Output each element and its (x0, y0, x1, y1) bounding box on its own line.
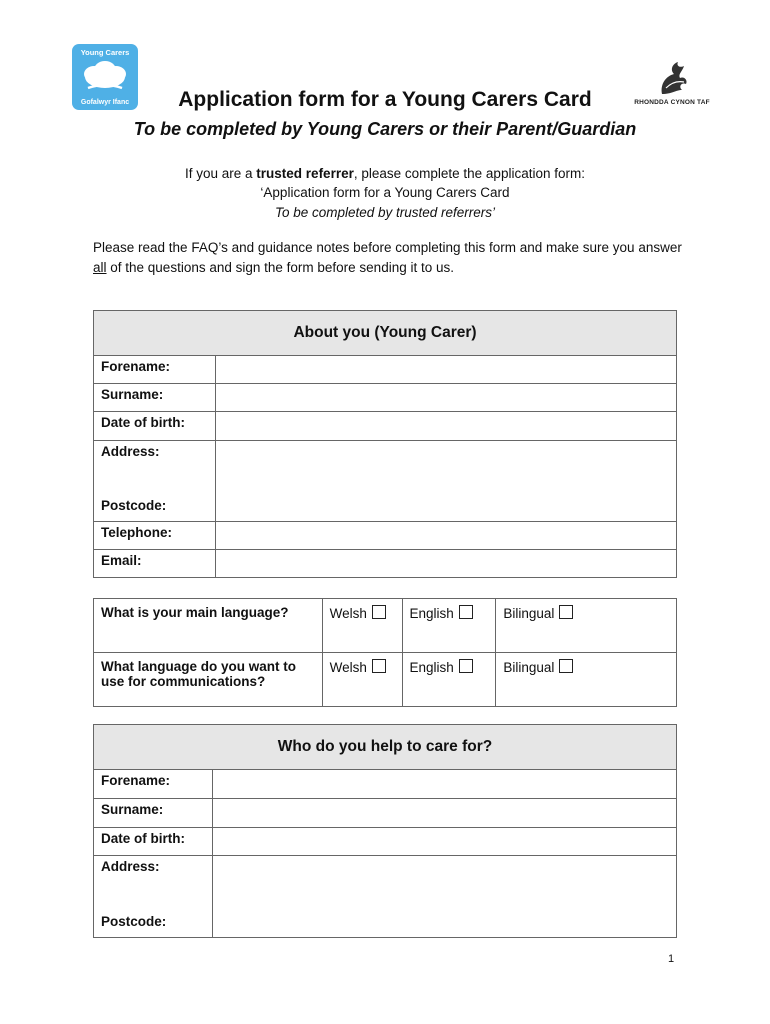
logo-bottom-text: Gofalwyr Ifanc (80, 99, 130, 106)
telephone-label: Telephone: (94, 522, 216, 550)
cared-surname-input[interactable] (213, 799, 676, 827)
cared-postcode-label: Postcode: (101, 914, 167, 929)
surname-input[interactable] (216, 384, 676, 411)
comms-language-question: What language do you want to use for communications? (94, 653, 323, 707)
about-you-table (93, 310, 677, 578)
telephone-input[interactable] (216, 522, 676, 549)
address-label: Address: (101, 444, 160, 459)
cared-forename-label: Forename: (94, 770, 213, 799)
forename-input[interactable] (216, 356, 676, 383)
instructions-paragraph: Please read the FAQ’s and guidance notes before completing this form and make sure you answer all of the questions and sign the form before sending it to us. (93, 240, 682, 275)
logo-top-text: Young Carers (80, 48, 130, 57)
comms-lang-english: English (402, 653, 496, 707)
main-lang-english-checkbox[interactable] (459, 605, 473, 619)
cared-dob-input[interactable] (213, 828, 676, 855)
language-table (93, 598, 677, 707)
main-lang-bilingual: Bilingual (496, 599, 677, 653)
cared-address-label-cell (94, 856, 213, 938)
forename-label: Forename: (94, 356, 216, 384)
referrer-line-2: ‘Application form for a Young Carers Card (260, 185, 510, 200)
dob-input[interactable] (216, 412, 676, 440)
comms-lang-welsh: Welsh (322, 653, 402, 707)
trusted-referrer-text: trusted referrer (256, 166, 354, 181)
referrer-line-1: If you are a trusted referrer, please complete the application form: (185, 166, 585, 181)
referrer-line-3: To be completed by trusted referrers’ (274, 205, 496, 220)
cared-forename-input[interactable] (213, 770, 676, 798)
page-number: 1 (668, 953, 675, 965)
comms-lang-welsh-checkbox[interactable] (372, 659, 386, 673)
about-you-heading: About you (Young Carer) (94, 311, 677, 356)
page-title: Application form for a Young Carers Card (178, 88, 592, 111)
cared-address-input[interactable] (213, 856, 676, 937)
address-label-cell (94, 441, 216, 522)
comms-lang-bilingual: Bilingual (496, 653, 677, 707)
email-input[interactable] (216, 550, 676, 577)
cared-address-label: Address: (101, 859, 160, 874)
care-for-heading: Who do you help to care for? (94, 725, 677, 770)
main-lang-english: English (402, 599, 496, 653)
address-input[interactable] (216, 441, 676, 521)
main-lang-welsh: Welsh (322, 599, 402, 653)
cared-surname-label: Surname: (94, 799, 213, 828)
care-for-table (93, 724, 677, 938)
page-subtitle: To be completed by Young Carers or their Parent/Guardian (133, 119, 637, 139)
email-label: Email: (94, 550, 216, 578)
dob-label: Date of birth: (94, 412, 216, 441)
main-lang-welsh-checkbox[interactable] (372, 605, 386, 619)
surname-label: Surname: (94, 384, 216, 412)
postcode-label: Postcode: (101, 498, 167, 513)
comms-lang-bilingual-checkbox[interactable] (559, 659, 573, 673)
cared-dob-label: Date of birth: (94, 828, 213, 856)
main-language-question: What is your main language? (94, 599, 323, 653)
council-name: RHONDDA CYNON TAF (634, 99, 710, 106)
comms-lang-english-checkbox[interactable] (459, 659, 473, 673)
main-lang-bilingual-checkbox[interactable] (559, 605, 573, 619)
